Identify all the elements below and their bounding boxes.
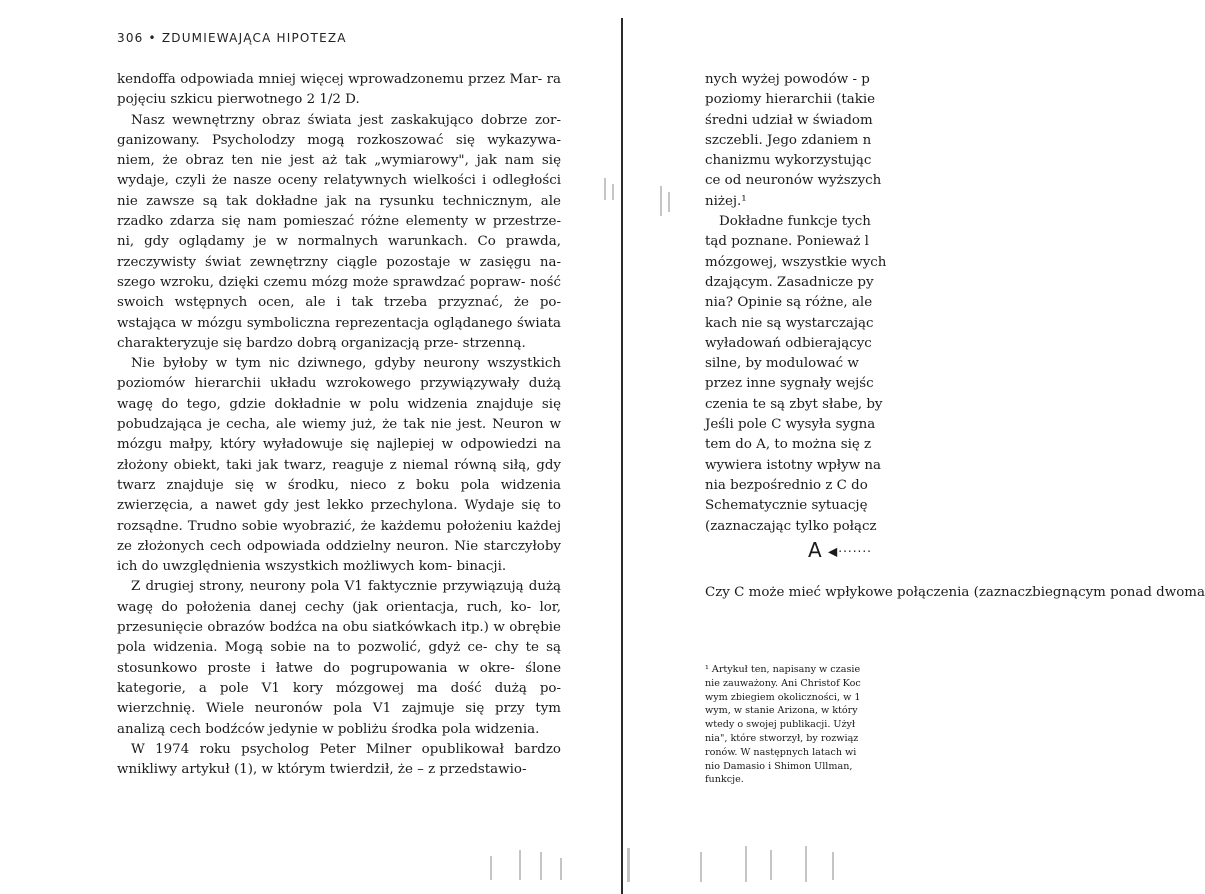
text-line: rzeczywisty świat zewnętrzny ciągle pozostaje w zasięgu na- [117, 254, 561, 270]
text-line: chy te są stosunkowo proste i łatwe do pogrupowania w okre- [117, 640, 561, 676]
text-line: mózgowej, wszystkie wych [705, 254, 887, 270]
right-page-body-continued [705, 583, 1205, 603]
paragraph [117, 70, 561, 111]
text-line: lor, przesunięcie obrazów bodźca na obu siatkówkach itp.) [117, 599, 561, 636]
text-line: dużą wagę do położenia danej cechy (jak orientacja, ruch, ko- [117, 579, 561, 615]
paragraph [117, 111, 561, 355]
text-line: Nie byłoby w tym nic dziwnego, gdyby neurony wszystkich [131, 356, 561, 372]
footnote-line: wtedy o swojej publikacji. Użył [705, 719, 856, 731]
scan-artifact [770, 850, 772, 880]
text-line: pobudzająca je cecha, ale wiemy już, że tak nie jest. Neuron [117, 417, 544, 433]
text-line: średni udział w świadom [705, 112, 873, 128]
diagram-node-a: A [808, 538, 822, 562]
text-line: zwierzęcia, a nawet gdy jest lekko przechylona. Wydaje się to [117, 498, 561, 514]
text-line: tąd poznane. Ponieważ l [705, 234, 869, 250]
footnote-line: nia", które stworzył, by rozwiąz [705, 732, 859, 744]
text-line: silne, by modulować w [705, 356, 859, 372]
page-number: 306 [117, 31, 144, 45]
text-line: Jeśli pole C wysyła sygna [705, 417, 876, 433]
scan-artifact [660, 186, 662, 216]
text-line: wydaje, czyli że nasze oceny relatywnych wielkości i odległości [117, 173, 561, 189]
footnote [705, 663, 893, 787]
text-line: strzenną. [462, 335, 526, 351]
running-header [117, 31, 347, 45]
text-line: rozsądne. Trudno sobie wyobrazić, że każdemu położeniu [117, 518, 513, 534]
text-line: szego wzroku, dzięki czemu mózg może sprawdzać popraw- [117, 274, 526, 290]
text-line: kowe połączenia (zaznacz [857, 585, 1033, 600]
text-line: świata charakteryzuje się bardzo dobrą organizacją prze- [117, 315, 561, 351]
text-line: każdej ze złożonych cech odpowiada oddzielny neuron. Nie [117, 518, 561, 554]
running-title: ZDUMIEWAJĄCA HIPOTEZA [161, 31, 347, 45]
text-line: binacji. [456, 559, 507, 575]
scan-artifact [612, 184, 614, 200]
text-line: wywiera istotny wpływ na [705, 457, 882, 473]
footnote-line: wym zbiegiem okoliczności, w 1 [705, 691, 861, 703]
paragraph [117, 577, 561, 739]
text-line: w mózgu małpy, który wyładowuje się najlepiej w odpowiedzi [117, 417, 561, 453]
text-line: ganizowany. Psycholodzy mogą rozkoszować się wykazywa- [117, 132, 561, 148]
text-line: nia bezpośrednio z C do [705, 477, 868, 493]
paragraph [117, 740, 561, 781]
text-line: kendoffa odpowiada mniej więcej wprowadzonemu przez Mar- [117, 72, 543, 87]
scan-artifact [700, 852, 702, 882]
footnote-line: ¹ Artykuł ten, napisany w czasie [705, 664, 861, 675]
text-line: gdy twarz znajduje się w środku, nieco z boku pola widzenia [117, 457, 561, 493]
text-line: szczebli. Jego zdaniem n [705, 132, 872, 148]
text-line: ce od neuronów wyższych [705, 173, 882, 189]
text-line: W 1974 roku psycholog Peter Milner opublikował bardzo [131, 741, 561, 757]
text-line: kach nie są wystarczając [705, 315, 874, 331]
text-line: wagę do tego, gdzie dokładnie w polu widzenia znajduje się [117, 396, 561, 412]
text-line: w obrębie pola widzenia. Mogą sobie na to pozwolić, gdyż ce- [117, 620, 561, 656]
text-line: ność swoich wstępnych ocen, ale i tak trzeba przyznać, że po- [117, 274, 561, 311]
scan-artifact [490, 856, 492, 880]
text-line: nych wyżej powodów - p [705, 72, 870, 87]
footnote-line: nie zauważony. Ani Christof Koc [705, 677, 861, 689]
text-line: przez inne sygnały wejśc [705, 376, 874, 392]
scan-artifact [805, 846, 807, 882]
text-line: (zaznaczając tylko połącz [705, 518, 877, 534]
scan-artifact [745, 846, 747, 882]
scan-artifact [627, 848, 630, 882]
text-line: rzadko zdarza się nam pomieszać różne elementy w przestrze- [117, 214, 561, 230]
footnote-line: nio Damasio i Shimon Ullman, [705, 760, 853, 772]
text-line: nia? Opinie są różne, ale [705, 295, 873, 311]
scan-artifact [832, 852, 834, 880]
text-line: wstająca w mózgu symboliczna reprezentacja oglądanego [117, 315, 513, 331]
text-line: czenia te są zbyt słabe, by [705, 396, 883, 412]
text-line: ślone kategorie, a pole V1 kory mózgowej ma dość dużą po- [117, 660, 561, 696]
text-line: analizą cech bodźców jedynie w pobliżu środka pola widzenia. [117, 721, 540, 737]
text-line: wnikliwy artykuł (1), w którym twierdził, że – z przedstawio- [117, 762, 527, 778]
scan-artifact [604, 178, 606, 200]
text-line: nie zawsze są tak dokładne jak na rysunku technicznym, ale [117, 193, 561, 209]
header-separator: • [148, 31, 157, 45]
footnote-line: wym, w stanie Arizona, w który [705, 705, 858, 717]
text-line: ra pojęciu szkicu pierwotnego 2 1/2 D. [117, 72, 562, 108]
scan-artifact [540, 852, 542, 880]
scan-artifact [519, 850, 521, 880]
connection-diagram [808, 538, 872, 562]
text-line: poziomów hierarchii układu wzrokowego przywiązywały dużą [117, 376, 561, 392]
text-line: tem do A, to można się z [705, 437, 872, 453]
text-line: dzającym. Zasadnicze py [705, 274, 874, 290]
text-line: wierzchnię. Wiele neuronów pola V1 zajmuje się przy tym [117, 701, 561, 717]
text-line: biegnącym ponad dwoma [1032, 585, 1205, 600]
text-line: Nasz wewnętrzny obraz świata jest zaskakująco dobrze zor- [131, 112, 561, 128]
book-gutter [621, 18, 623, 894]
text-line: starczyłoby ich do uwzględnienia wszystkich możliwych kom- [117, 538, 561, 575]
scan-artifact [560, 858, 562, 880]
text-line: na złożony obiekt, taki jak twarz, reaguje z niemal równą siłą, [117, 437, 561, 473]
text-line: Schematycznie sytuację [705, 498, 868, 514]
paragraph [117, 354, 561, 577]
scan-artifact [668, 192, 670, 212]
text-line: poziomy hierarchii (takie [705, 92, 876, 108]
left-page-body [117, 70, 561, 780]
right-page-body [705, 70, 893, 537]
text-line: niem, że obraz ten nie jest aż tak „wymiarowy", jak nam się [117, 153, 561, 169]
footnote-line: ronów. W następnych latach wi [705, 746, 857, 758]
text-line: niżej.¹ [705, 193, 747, 209]
footnote-line: funkcje. [705, 774, 744, 786]
text-line: Z drugiej strony, neurony pola V1 faktycznie przywiązują [131, 579, 524, 595]
text-line: Czy C może mieć wpły [705, 585, 858, 600]
text-line: wyładowań odbierającyc [705, 335, 872, 351]
diagram-arrow: ◀······· [828, 544, 872, 559]
text-line: chanizmu wykorzystując [705, 153, 872, 169]
text-line: ni, gdy oglądamy je w normalnych warunkach. Co prawda, [117, 234, 561, 250]
text-line: Dokładne funkcje tych [719, 214, 871, 230]
